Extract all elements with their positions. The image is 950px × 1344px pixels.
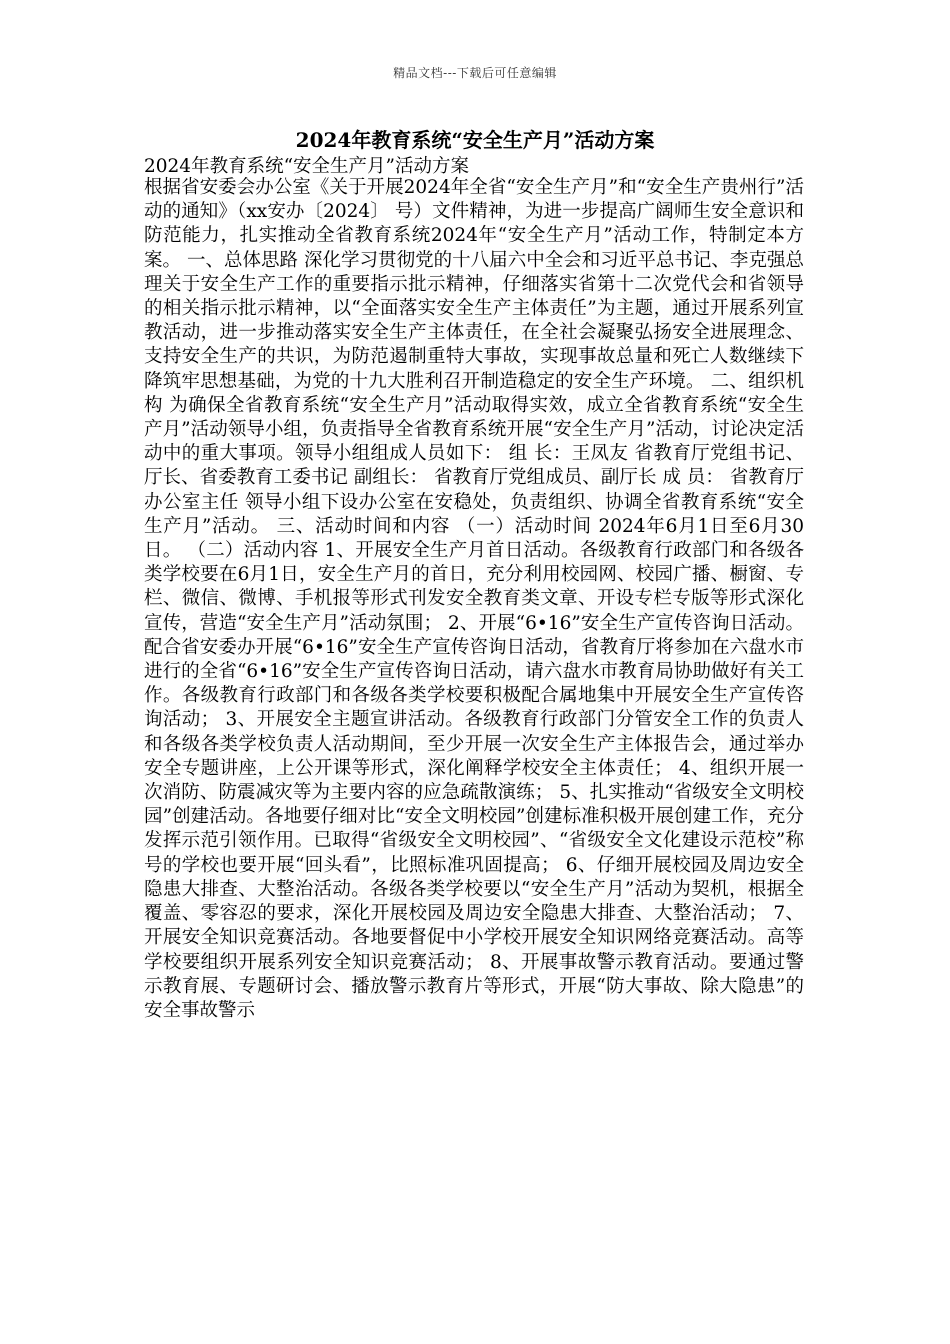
page-header-note: 精品文档---下载后可任意编辑 (393, 66, 557, 80)
document-body: 根据省安委会办公室《关于开展2024年全省“安全生产月”和“安全生产贵州行”活动的通知》（xx安办〔2024〕 号）文件精神，为进一步提高广阔师生安全意识和防范能力，扎实推动全省教育系统2024年“安全生产月”活动工作，特制定本方案。 一、总体思路 深化学习贯彻党的十八届六中全会和习近平总书记、李克强总理关于安全生产工作的重要指示批示精神，仔细落实省第十二次党代会和省领导的相关指示批示精神，以“全面落实安全生产主体责任”为主题，通过开展系列宣教活动，进一步推动落实安全生产主体责任，在全社会凝聚弘扬安全进展理念、支持安全生产的共识，为防范遏制重特大事故，实现事故总量和死亡人数继续下降筑牢思想基础，为党的十九大胜利召开制造稳定的安全生产环境。 二、组织机构 为确保全省教育系统“安全生产月”活动取得实效，成立全省教育系统“安全生产月”活动领导小组，负责指导全省教育系统开展“安全生产月”活动，讨论决定活动中的重大事项。领导小组组成人员如下： 组 长：王凤友 省教育厅党组书记、厅长、省委教育工委书记 副组长： 省教育厅党组成员、副厅长 成 员： 省教育厅办公室主任 领导小组下设办公室在安稳处，负责组织、协调全省教育系统“安全生产月”活动。 三、活动时间和内容 （一）活动时间 2024年6月1日至6月30日。 （二）活动内容 1、开展安全生产月首日活动。各级教育行政部门和各级各类学校要在6月1日，安全生产月的首日，充分利用校园网、校园广播、橱窗、专栏、微信、微博、手机报等形式刊发安全教育类文章、开设专栏专版等形式深化宣传，营造“安全生产月”活动氛围； 2、开展“6•16”安全生产宣传咨询日活动。配合省安委办开展“6•16”安全生产宣传咨询日活动，省教育厅将参加在六盘水市进行的全省“6•16”安全生产宣传咨询日活动，请六盘水市教育局协助做好有关工作。各级教育行政部门和各级各类学校要积极配合属地集中开展安全生产宣传咨询活动； 3、开展安全主题宣讲活动。各级教育行政部门分管安全工作的负责人和各级各类学校负责人活动期间，至少开展一次安全生产主体报告会，通过举办安全专题讲座，上公开课等形式，深化阐释学校安全主体责任； 4、组织开展一次消防、防震减灾等为主要内容的应急疏散演练； 5、扎实推动“省级安全文明校园”创建活动。各地要仔细对比“安全文明校园”创建标准积极开展创建工作，充分发挥示范引领作用。已取得“省级安全文明校园”、“省级安全文化建设示范校”称号的学校也要开展“回头看”，比照标准巩固提高； 6、仔细开展校园及周边安全隐患大排查、大整治活动。各级各类学校要以“安全生产月”活动为契机，根据全覆盖、零容忍的要求，深化开展校园及周边安全隐患大排查、大整治活动； 7、开展安全知识竞赛活动。各地要督促中小学校开展安全知识网络竞赛活动。高等学校要组织开展系列安全知识竞赛活动； 8、开展事故警示教育活动。要通过警示教育展、专题研讨会、播放警示教育片等形式，开展“防大事故、除大隐患”的安全事故警示 (144, 177, 804, 1021)
document-title: 2024年教育系统“安全生产月”活动方案 (295, 128, 655, 152)
document-subtitle: 2024年教育系统“安全生产月”活动方案 (144, 156, 469, 177)
